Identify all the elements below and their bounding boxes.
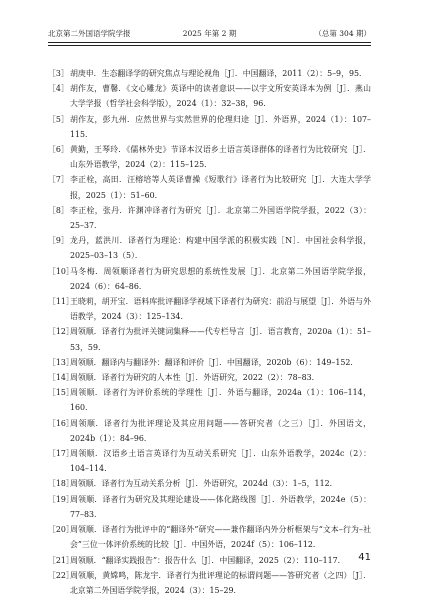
- reference-text: 周领顺，黄嫦鸣，陈龙宇．译者行为批评理论的标谓问题——答研究者（之四）［J］．北京第二外国语学院学报，2024（3）：15–29．: [70, 570, 371, 595]
- reference-list: [48, 66, 371, 598]
- reference-item: [48, 370, 371, 385]
- reference-item: [48, 233, 371, 263]
- reference-number: ［22］: [48, 570, 74, 580]
- reference-number: ［16］: [48, 418, 74, 428]
- reference-number: ［17］: [48, 449, 74, 459]
- page-number: 41: [358, 552, 371, 563]
- reference-item: [48, 172, 371, 202]
- reference-number: ［14］: [48, 373, 74, 383]
- reference-text: 周领顺．翻译内与翻译外：翻译和评价［J］．中国翻译，2020b（6）：149–152．: [70, 357, 359, 367]
- reference-text: 胡作友，彭九州．应然世界与实然世界的伦理归途［J］．外语界，2024（1）：107–115．: [70, 114, 371, 139]
- reference-number: ［15］: [48, 388, 74, 398]
- reference-text: 胡作友，曹馨．《文心雕龙》英译中的读者意识——以宇文所安英译本为例［J］．燕山大学学报（哲学社会科学版），2024（1）：32–38，96．: [70, 84, 371, 109]
- reference-text: 周领顺．译者行为互动关系分析［J］．外语研究，2024d（3）：1–5，112．: [70, 479, 338, 489]
- reference-number: ［3］: [48, 69, 69, 78]
- reference-number: ［4］: [48, 84, 69, 94]
- reference-number: ［11］: [48, 297, 74, 307]
- reference-item: [48, 492, 371, 522]
- reference-text: 胡庚申．生态翻译学的研究焦点与理论视角［J］．中国翻译，2011（2）：5–9，95．: [70, 69, 367, 78]
- reference-number: ［21］: [48, 555, 74, 565]
- reference-text: 龙丹，蓝洪川．译者行为理论：构建中国学派的积极实践［N］．中国社会科学报，2025–03–13（5）．: [70, 236, 371, 261]
- reference-text: 周领顺．“翻译实践报告”：报告什么［J］．中国翻译，2025（2）：110–117．: [70, 555, 346, 565]
- reference-text: 李正栓，高田．汪榕培等人英译曹操《短歌行》译者行为比较研究［J］．大连大学学报，2025（1）：51–60．: [70, 175, 371, 200]
- reference-item: [48, 416, 371, 446]
- reference-number: ［7］: [48, 175, 69, 185]
- reference-text: 周领顺．译者行为研究的人本性［J］．外语研究，2022（2）：78–83．: [70, 373, 320, 383]
- reference-number: ［20］: [48, 525, 74, 535]
- reference-number: ［5］: [48, 114, 69, 124]
- reference-text: 周领顺．汉语乡土语言英译行为互动关系研究［J］．山东外语教学，2024c（2）：104–114．: [70, 449, 371, 474]
- reference-item: [48, 446, 371, 476]
- reference-item: [48, 203, 371, 233]
- journal-name: 北京第二外国语学院学报: [48, 29, 131, 38]
- reference-item: [48, 476, 371, 491]
- header-rule-thick: [48, 42, 371, 43]
- reference-text: 周领顺．译者行为研究及其理论建设——体化路线图［J］．外语教学，2024e（5）：77–83．: [70, 494, 371, 519]
- issue-label: 2025 年第 2 期: [182, 29, 237, 38]
- reference-item: [48, 355, 371, 370]
- reference-item: [48, 112, 371, 142]
- reference-text: 王晓莉，胡开宝．语料库批评翻译学视域下译者行为研究：前沿与展望［J］．外语与外语教学，2024（3）：125–134．: [70, 297, 371, 322]
- reference-item: [48, 385, 371, 415]
- header-rule-thin: [48, 45, 371, 46]
- reference-number: ［13］: [48, 357, 74, 367]
- reference-number: ［6］: [48, 145, 69, 155]
- reference-text: 李正栓，张丹．许渊冲译者行为研究［J］．北京第二外国语学院学报，2022（3）：25–37．: [70, 205, 371, 231]
- reference-item: [48, 264, 371, 294]
- reference-item: [48, 294, 371, 324]
- reference-number: ［9］: [48, 236, 69, 246]
- reference-item: [48, 568, 371, 598]
- reference-text: 周领顺．译者行为批评中的“翻译外”研究——兼作翻译内外分析框架与“文本–行为–社会”三位一体评价系统的比较［J］．中国外语，2024f（5）：106–112．: [70, 525, 371, 550]
- reference-number: ［19］: [48, 494, 74, 504]
- reference-text: 马冬梅．周领顺译者行为研究思想的系统性发展［J］．北京第二外国语学院学报，2024（6）：64–86．: [70, 266, 371, 291]
- reference-item: [48, 66, 371, 81]
- reference-number: ［8］: [48, 205, 69, 215]
- reference-item: [48, 553, 371, 568]
- running-header: [48, 28, 371, 40]
- reference-item: [48, 142, 371, 172]
- total-issue-label: （总第 304 期）: [314, 29, 371, 38]
- reference-item: [48, 522, 371, 552]
- reference-text: 周领顺．译者行为评价系统的学理性［J］．外语与翻译，2024a（1）：106–114，160．: [70, 388, 371, 413]
- reference-number: ［18］: [48, 479, 74, 489]
- reference-item: [48, 324, 371, 354]
- reference-text: 周领顺．译者行为批评关键词集释——代专栏导言［J］．语言教育，2020a（1）：51–53，59．: [70, 327, 371, 352]
- reference-text: 黄勤，王琴玲．《儒林外史》节译本汉语乡土语言英译群体的译者行为比较研究［J］．山东外语教学，2024（2）：115–125．: [70, 145, 371, 170]
- reference-text: 周领顺．译者行为批评理论及其应用问题——答研究者（之三）［J］．外国语文，2024b（1）：84–96．: [70, 418, 371, 443]
- reference-number: ［12］: [48, 327, 74, 337]
- reference-item: [48, 81, 371, 111]
- reference-number: ［10］: [48, 266, 74, 276]
